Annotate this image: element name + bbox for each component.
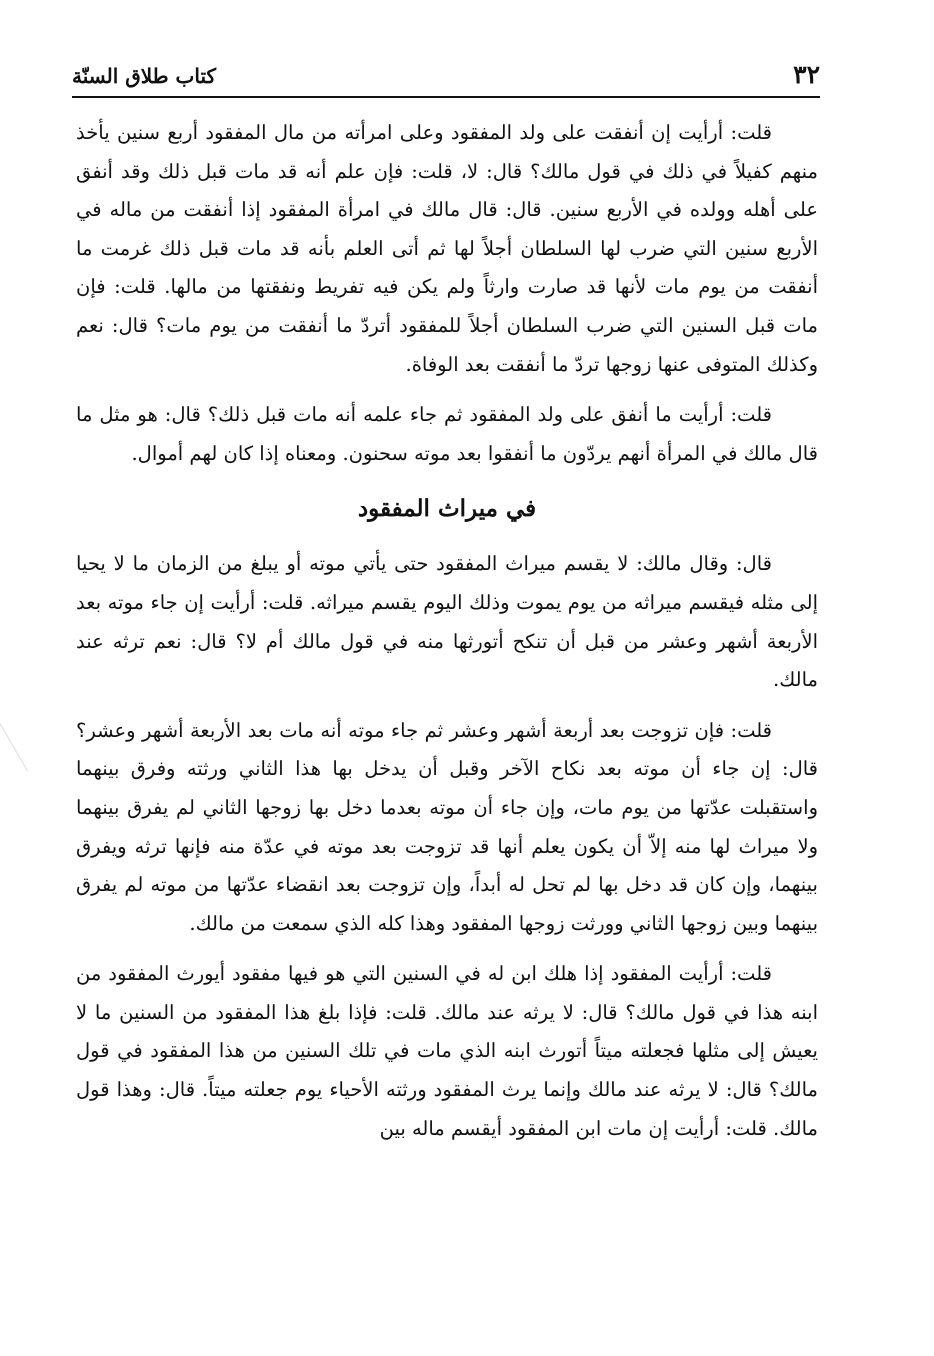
paragraph: قلت: أرأيت إن أنفقت على ولد المفقود وعلى امرأته من مال المفقود أربع سنين يأخذ منهم كفيلاً في ذلك في قول مالك؟ قال: لا، قلت: فإن علم أنه قد مات قبل ذلك وقد أنفق على أهله وولده في الأربع سنين. قال: قال مالك في امرأة المفقود إذا أنفقت من ماله في الأربع سنين التي ضرب لها السلطان أجلاً لها ثم أتى العلم بأنه قد مات قبل ذلك غرمت ما أنفقت من يوم مات لأنها قد صارت وارثاً ولم يكن فيه تفريط ونفقتها من مالها. قلت: فإن مات قبل السنين التي ضرب السلطان أجلاً للمفقود أتردّ ما أنفقت من يوم مات؟ قال: نعم وكذلك المتوفى عنها زوجها تردّ ما أنفقت بعد الوفاة. (76, 121, 818, 376)
page-body (76, 114, 818, 1160)
paragraph: قلت: فإن تزوجت بعد أربعة أشهر وعشر ثم جاء موته أنه مات بعد الأربعة أشهر وعشر؟ قال: إن جاء أن موته بعد نكاح الآخر وقبل أن يدخل بها هذا الثاني ورثته وفرق بينهما واستقبلت عدّتها من يوم مات، وإن جاء أن موته بعدما دخل بها زوجها الثاني لم يفرق بينهما ولا ميراث لها منه إلاّ أن يكون يعلم أنها قد تزوجت بعد موته في عدّة منه فإنها ترثه ويفرق بينهما، وإن كان قد دخل بها لم تحل له أبداً، وإن تزوجت بعد انقضاء عدّتها من موته لم يفرق بينهما وبين زوجها الثاني وورثت زوجها المفقود وهذا كله الذي سمعت من مالك. (76, 718, 818, 935)
section-heading: في ميراث المفقود (357, 495, 537, 523)
paragraph: قلت: أرأيت المفقود إذا هلك ابن له في السنين التي هو فيها مفقود أيورث المفقود من ابنه هذا في قول مالك؟ قال: لا يرثه عند مالك. قلت: فإذا بلغ هذا المفقود من السنين ما لا يعيش إلى مثلها فجعلته ميتاً أتورث ابنه الذي مات في تلك السنين من هذا المفقود في قول مالك؟ قال: لا يرثه عند مالك وإنما يرث المفقود ورثته الأحياء يوم جعلته ميتاً. قال: وهذا قول مالك. قلت: أرأيت إن مات ابن المفقود أيقسم ماله بين (76, 962, 818, 1140)
paragraph: قال: وقال مالك: لا يقسم ميراث المفقود حتى يأتي موته أو يبلغ من الزمان ما لا يحيا إلى مثله فيقسم ميراثه من يوم يموت وذلك اليوم يقسم ميراثه. قلت: أرأيت إن جاء موته بعد الأربعة أشهر وعشر من قبل أن تنكح أتورثها منه في قول مالك أم لا؟ قال: نعم ترثه عند مالك. (76, 552, 818, 692)
paragraph: قلت: أرأيت ما أنفق على ولد المفقود ثم جاء علمه أنه مات قبل ذلك؟ قال: هو مثل ما قال مالك في المرأة أنهم يردّون ما أنفقوا بعد موته سحنون. ومعناه إذا كان لهم أموال. (76, 403, 818, 465)
book-title: كتاب طلاق السنّة (72, 64, 217, 88)
running-header (72, 58, 820, 94)
header-divider (72, 96, 820, 98)
page-number: ٣٢ (793, 60, 820, 89)
scan-artifact-mark (0, 698, 49, 771)
